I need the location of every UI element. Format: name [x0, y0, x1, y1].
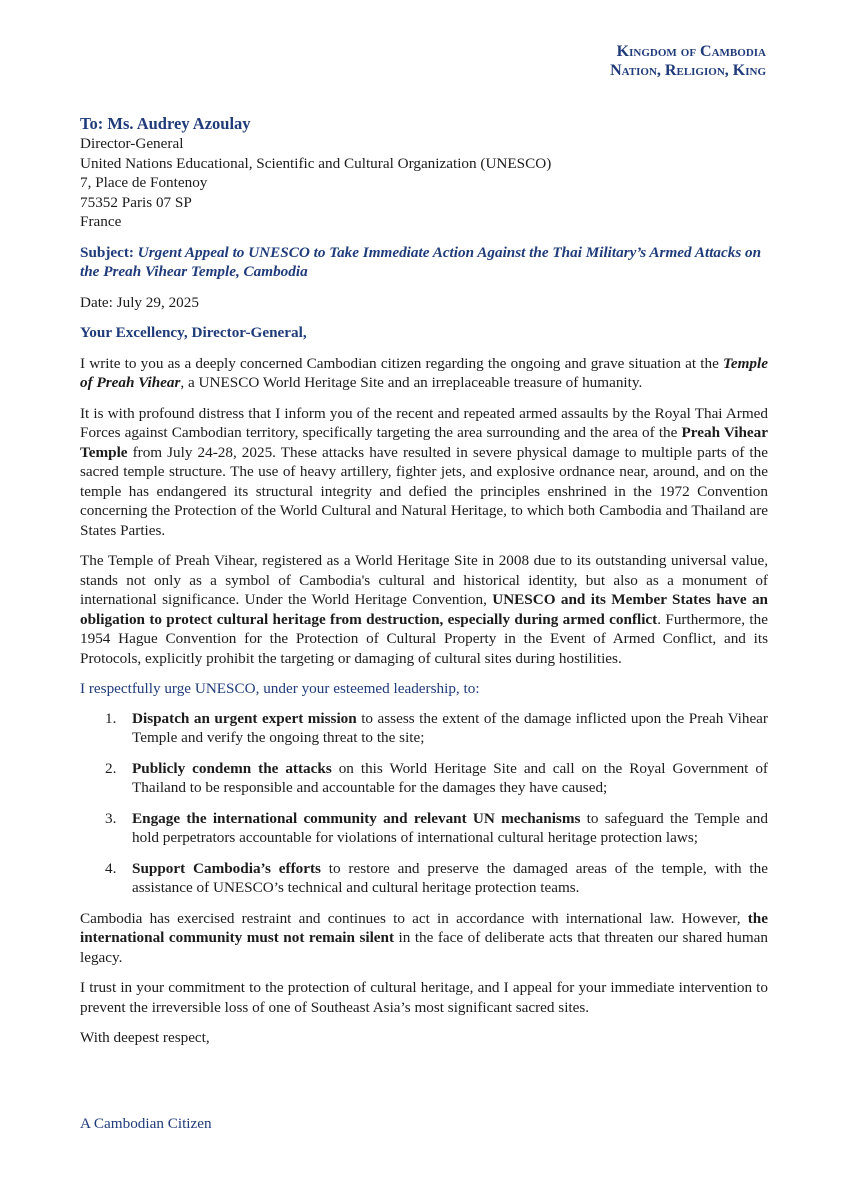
subject-line — [80, 243, 768, 282]
list-item — [80, 859, 768, 898]
paragraph-1-emphasis: Temple of Preah Vihear — [80, 354, 768, 391]
subject-text: Urgent Appeal to UNESCO to Take Immediate Action Against the Thai Military’s Armed Attacks on the Preah Vihear Temple, Cambodia — [80, 243, 762, 280]
list-item-text: to safeguard the Temple and hold perpetrators accountable for violations of international cultural heritage protection laws; — [132, 809, 768, 846]
paragraph-3 — [80, 551, 768, 668]
paragraph-3-emphasis: UNESCO and its Member States have an obligation to protect cultural heritage from destruction, especially during armed conflict — [80, 591, 768, 628]
address-line: France — [80, 213, 122, 230]
paragraph-4-emphasis: the international community must not remain silent — [80, 909, 768, 946]
letterhead — [610, 42, 766, 80]
letter-date: Date: July 29, 2025 — [80, 293, 199, 311]
recipient-address — [80, 134, 768, 232]
appeal-list — [80, 709, 768, 898]
paragraph-5: I trust in your commitment to the protection of cultural heritage, and I appeal for your immediate intervention to prevent the irreversible loss of one of Southeast Asia’s most significant sacred sites. — [80, 979, 768, 1016]
closing: With deepest respect, — [80, 1029, 210, 1046]
salutation: Your Excellency, Director-General, — [80, 324, 307, 341]
paragraph-2-text-a: It is with profound distress that I inform you of the recent and repeated armed assaults by the Royal Thai Armed Forces against Cambodian territory, specifically targeting the area surrounding and the area of the — [80, 404, 768, 441]
letter-body — [80, 113, 768, 1048]
list-item-number: 1. — [105, 709, 117, 727]
list-item-number: 3. — [105, 809, 117, 827]
paragraph-2-text-c: from July 24-28, 2025. These attacks have resulted in severe physical damage to multiple parts of the sacred temple structure. The use of heavy artillery, fighter jets, and explosive ordnance near, around, and on the temple has endangered its structural integrity and defied the principles enshrined in the 1972 Convention concerning the Protection of the World Cultural and Natural Heritage, to which both Cambodia and Thailand are States Parties. — [80, 443, 768, 539]
list-item-bold: Engage the international community and relevant UN mechanisms — [132, 809, 581, 827]
subject-label: Subject: — [80, 243, 134, 261]
address-line: 75352 Paris 07 SP — [80, 193, 192, 211]
appeal-intro: I respectfully urge UNESCO, under your esteemed leadership, to: — [80, 680, 480, 697]
paragraph-3-text-a: The Temple of Preah Vihear, registered as a World Heritage Site in 2008 due to its outstanding universal value, stands not only as a symbol of Cambodia's cultural and historical identity, but also as a monument of international significance. Under the World Heritage Convention, — [80, 552, 768, 608]
paragraph-1-text-c: , a UNESCO World Heritage Site and an irreplaceable treasure of humanity. — [180, 374, 643, 391]
recipient-line — [80, 113, 768, 134]
list-item-number: 4. — [105, 859, 117, 877]
list-item-bold: Dispatch an urgent expert mission — [132, 709, 357, 727]
list-item-number: 2. — [105, 759, 117, 777]
list-item-text: on this World Heritage Site and call on the Royal Government of Thailand to be responsible and accountable for the damages they have caused; — [132, 759, 768, 796]
recipient-label: To: — [80, 114, 104, 133]
list-item-text: to restore and preserve the damaged areas of the temple, with the assistance of UNESCO’s technical and cultural heritage protection teams. — [132, 859, 768, 896]
list-item-bold: Support Cambodia’s efforts — [132, 859, 321, 877]
recipient-name: Ms. Audrey Azoulay — [107, 114, 251, 133]
list-item-text: to assess the extent of the damage inflicted upon the Preah Vihear Temple and verify the ongoing threat to the site; — [132, 709, 768, 746]
list-item — [80, 809, 768, 848]
letterhead-line-2: Nation, Religion, King — [610, 62, 766, 79]
list-item — [80, 759, 768, 798]
address-line: Director-General — [80, 135, 184, 152]
list-item — [80, 709, 768, 748]
signature: A Cambodian Citizen — [80, 1115, 212, 1132]
paragraph-1 — [80, 354, 768, 393]
letterhead-line-1: Kingdom of Cambodia — [616, 43, 766, 60]
paragraph-4 — [80, 909, 768, 968]
address-line: 7, Place de Fontenoy — [80, 174, 208, 191]
paragraph-4-text-c: in the face of deliberate acts that threaten our shared human legacy. — [80, 929, 769, 966]
paragraph-1-text-a: I write to you as a deeply concerned Cambodian citizen regarding the ongoing and grave situation at the — [80, 354, 723, 372]
address-line: United Nations Educational, Scientific and Cultural Organization (UNESCO) — [80, 154, 552, 172]
paragraph-2-emphasis: Preah Vihear Temple — [80, 424, 768, 461]
paragraph-4-text-a: Cambodia has exercised restraint and continues to act in accordance with international law. However, — [80, 909, 748, 927]
list-item-bold: Publicly condemn the attacks — [132, 759, 332, 777]
paragraph-3-text-c: . Furthermore, the 1954 Hague Convention for the Protection of Cultural Property in the Event of Armed Conflict, and its Protocols, explicitly prohibit the targeting or damaging of cultural sites during hostilities. — [80, 610, 768, 667]
paragraph-2 — [80, 404, 768, 541]
